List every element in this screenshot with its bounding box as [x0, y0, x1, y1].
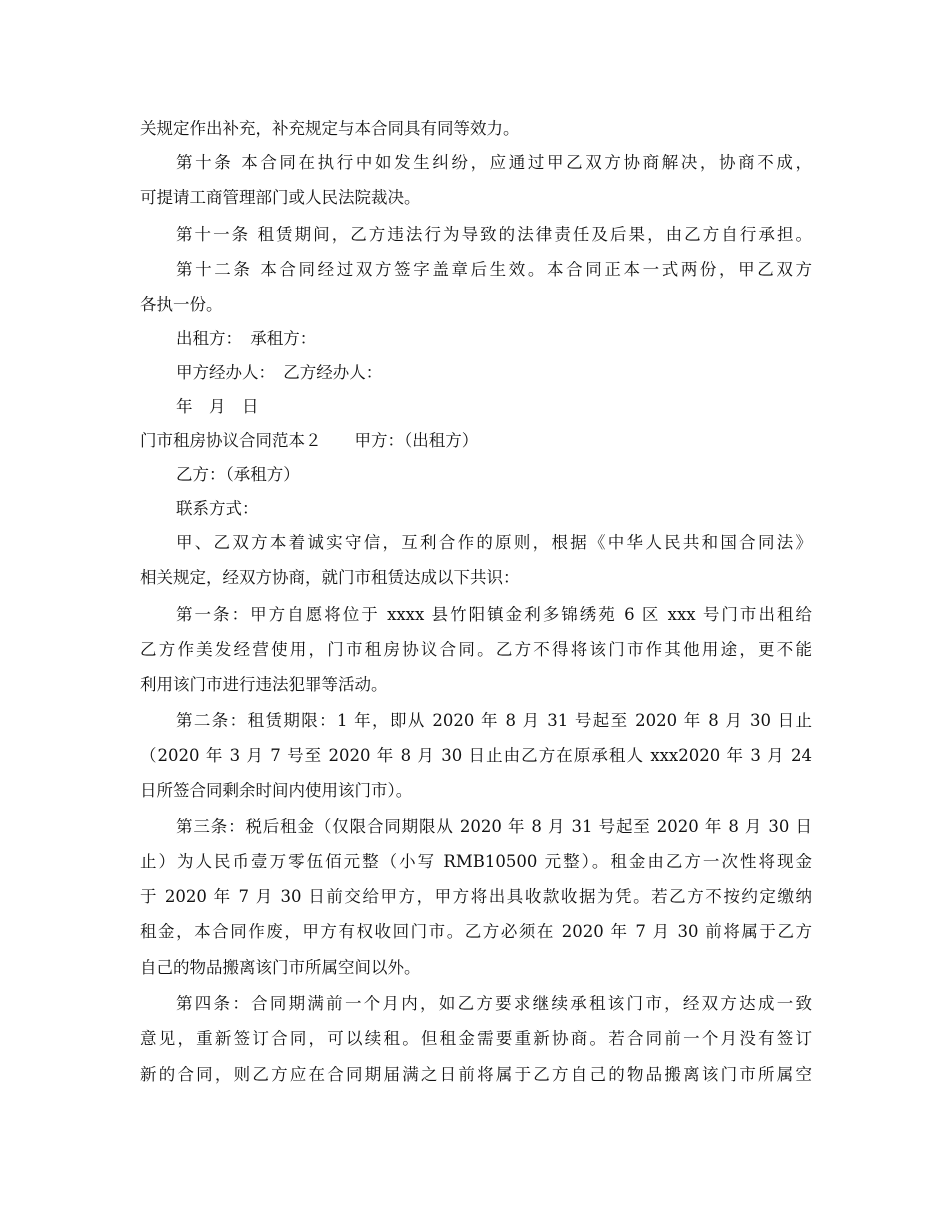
text-line: 甲方经办人： 乙方经办人： — [176, 363, 383, 382]
text-line: 联系方式： — [176, 499, 259, 518]
text-line: 乙方作美发经营使用，门市租房协议合同。乙方不得将该门市作其他用途，更不能 — [140, 640, 812, 659]
text-line: 第十条 本合同在执行中如发生纠纷，应通过甲乙双方协商解决，协商不成， — [176, 153, 812, 172]
text-line: 乙方：（承租方） — [176, 465, 300, 484]
text-line: 第十二条 本合同经过双方签字盖章后生效。本合同正本一式两份，甲乙双方 — [176, 260, 812, 279]
text-line: 止）为人民币壹万零伍佰元整（小写 RMB10500 元整）。租金由乙方一次性将现金 — [140, 852, 812, 871]
text-line: 于 2020 年 7 月 30 日前交给甲方，甲方将出具收款收据为凭。若乙方不按约定缴纳 — [140, 887, 812, 906]
text-line: 相关规定，经双方协商，就门市租赁达成以下共识： — [140, 568, 520, 587]
text-line: 第十一条 租赁期间，乙方违法行为导致的法律责任及后果，由乙方自行承担。 — [176, 225, 812, 244]
text-line: 甲、乙双方本着诚实守信，互利合作的原则，根据《中华人民共和国合同法》 — [176, 533, 812, 552]
text-line: 日所签合同剩余时间内使用该门市）。 — [140, 781, 413, 800]
text-line: 关规定作出补充，补充规定与本合同具有同等效力。 — [140, 119, 520, 138]
text-line: 自己的物品搬离该门市所属空间以外。 — [140, 958, 421, 977]
text-line: 第一条：甲方自愿将位于 xxxx 县竹阳镇金利多锦绣苑 6 区 xxx 号门市出租给 — [176, 605, 812, 624]
text-line: 各执一份。 — [140, 295, 223, 314]
text-line: 出租方： 承租方： — [176, 329, 317, 348]
text-line: 新的合同，则乙方应在合同期届满之日前将属于乙方自己的物品搬离该门市所属空 — [140, 1065, 812, 1084]
text-line: 租金，本合同作废，甲方有权收回门市。乙方必须在 2020 年 7 月 30 前将属于乙方 — [140, 922, 812, 941]
text-line: 第三条：税后租金（仅限合同期限从 2020 年 8 月 31 号起至 2020 年 8 月 30 日 — [176, 817, 812, 836]
text-line: 意见，重新签订合同，可以续租。但租金需要重新协商。若合同前一个月没有签订 — [140, 1029, 812, 1048]
text-line: 第四条：合同期满前一个月内，如乙方要求继续承租该门市，经双方达成一致 — [176, 994, 812, 1013]
text-line: （2020 年 3 月 7 号至 2020 年 8 月 30 日止由乙方在原承租人 xxx2020 年 3 月 24 — [140, 746, 812, 765]
text-line: 门市租房协议合同范本２ 甲方：（出租方） — [140, 431, 479, 450]
text-line: 年 月 日 — [176, 397, 259, 416]
text-line: 第二条：租赁期限：1 年，即从 2020 年 8 月 31 号起至 2020 年 8 月 30 日止 — [176, 711, 812, 730]
text-line: 可提请工商管理部门或人民法院裁决。 — [140, 188, 421, 207]
text-line: 利用该门市进行违法犯罪等活动。 — [140, 675, 388, 694]
